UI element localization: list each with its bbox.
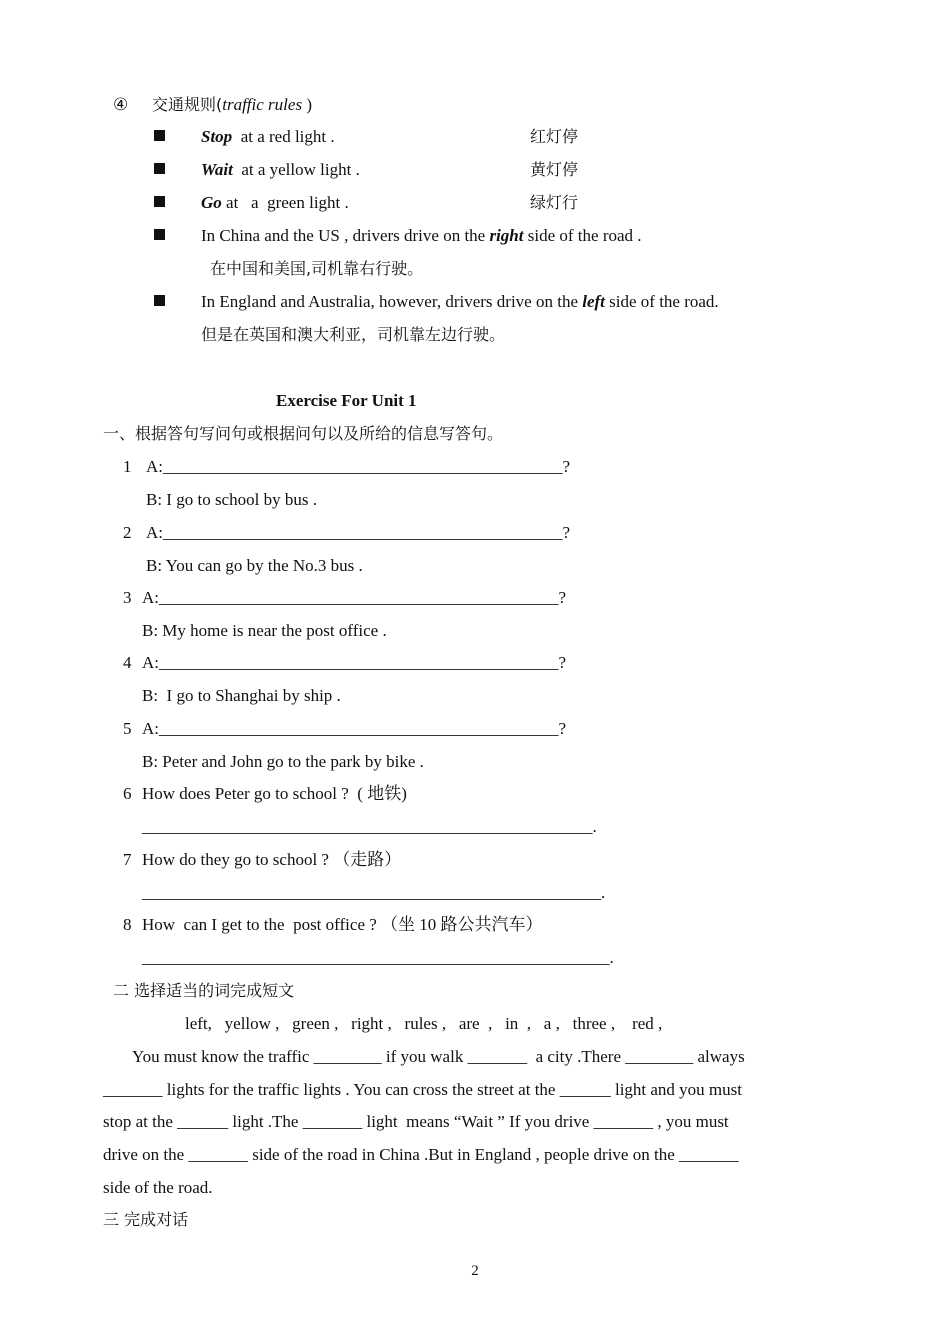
rule-go-cn: 绿灯行 [530,193,579,212]
rule-go: Go at a green light . [201,193,349,212]
passage-line: side of the road. [103,1178,213,1197]
rules-title: 交通规则(traffic rules ) [152,95,312,114]
q4-question-blank[interactable]: A:_______________________________________________? [142,653,567,672]
section1-heading: 一、根据答句写问句或根据问句以及所给的信息写答句。 [103,424,504,443]
rule-china: In China and the US , drivers drive on the right side of the road . [201,226,642,245]
q4-answer: B: I go to Shanghai by ship . [142,686,341,705]
q6-question: How does Peter go to school ? ( 地铁) [142,784,407,803]
q6-num: 6 [123,784,132,803]
q3-question-blank[interactable]: A:_______________________________________________? [142,588,567,607]
q7-answer-blank[interactable]: ______________________________________________________. [142,883,606,902]
rules-marker: ④ [113,95,129,114]
q8-num: 8 [123,915,132,934]
word-bank: left, yellow , green , right , rules , are , in , a , three , red , [185,1014,663,1033]
q2-question-blank[interactable]: A:_______________________________________________? [146,523,571,542]
bullet-square-icon [154,295,165,306]
bullet-square-icon [154,163,165,174]
rule-england: In England and Australia, however, drivers drive on the left side of the road. [201,292,719,311]
q5-answer: B: Peter and John go to the park by bike . [142,752,424,771]
q1-num: 1 [123,457,132,476]
rule-china-cn: 在中国和美国,司机靠右行驶。 [210,259,424,278]
q7-question: How do they go to school ? （走路） [142,850,402,869]
bullet-square-icon [154,130,165,141]
passage-line: You must know the traffic ________ if you walk _______ a city .There ________ always [132,1047,745,1066]
q5-question-blank[interactable]: A:_______________________________________________? [142,719,567,738]
q2-num: 2 [123,523,132,542]
rule-stop-cn: 红灯停 [530,127,579,146]
q3-num: 3 [123,588,132,607]
q1-question-blank[interactable]: A:_______________________________________________? [146,457,571,476]
bullet-square-icon [154,229,165,240]
passage-line: stop at the ______ light .The _______ light means “Wait ” If you drive _______ , you must [103,1112,729,1131]
q8-answer-blank[interactable]: _______________________________________________________. [142,948,614,967]
page-number: 2 [471,1263,479,1279]
q7-num: 7 [123,850,132,869]
passage-line: drive on the _______ side of the road in China .But in England , people drive on the _______ [103,1145,739,1164]
q2-answer: B: You can go by the No.3 bus . [146,556,363,575]
passage-line: _______ lights for the traffic lights . You can cross the street at the ______ light and you must [103,1080,742,1099]
q8-question: How can I get to the post office ? （坐 10 路公共汽车） [142,915,543,934]
q5-num: 5 [123,719,132,738]
q4-num: 4 [123,653,132,672]
section2-heading: 二 选择适当的词完成短文 [113,981,295,1000]
rule-england-cn: 但是在英国和澳大利亚，司机靠左边行驶。 [201,325,506,344]
rule-wait: Wait at a yellow light . [201,160,360,179]
section3-heading: 三 完成对话 [103,1210,189,1229]
q1-answer: B: I go to school by bus . [146,490,317,509]
q6-answer-blank[interactable]: _____________________________________________________. [142,817,597,836]
bullet-square-icon [154,196,165,207]
rule-stop: Stop at a red light . [201,127,335,146]
rule-wait-cn: 黄灯停 [530,160,579,179]
exercise-title: Exercise For Unit 1 [276,391,417,410]
q3-answer: B: My home is near the post office . [142,621,387,640]
